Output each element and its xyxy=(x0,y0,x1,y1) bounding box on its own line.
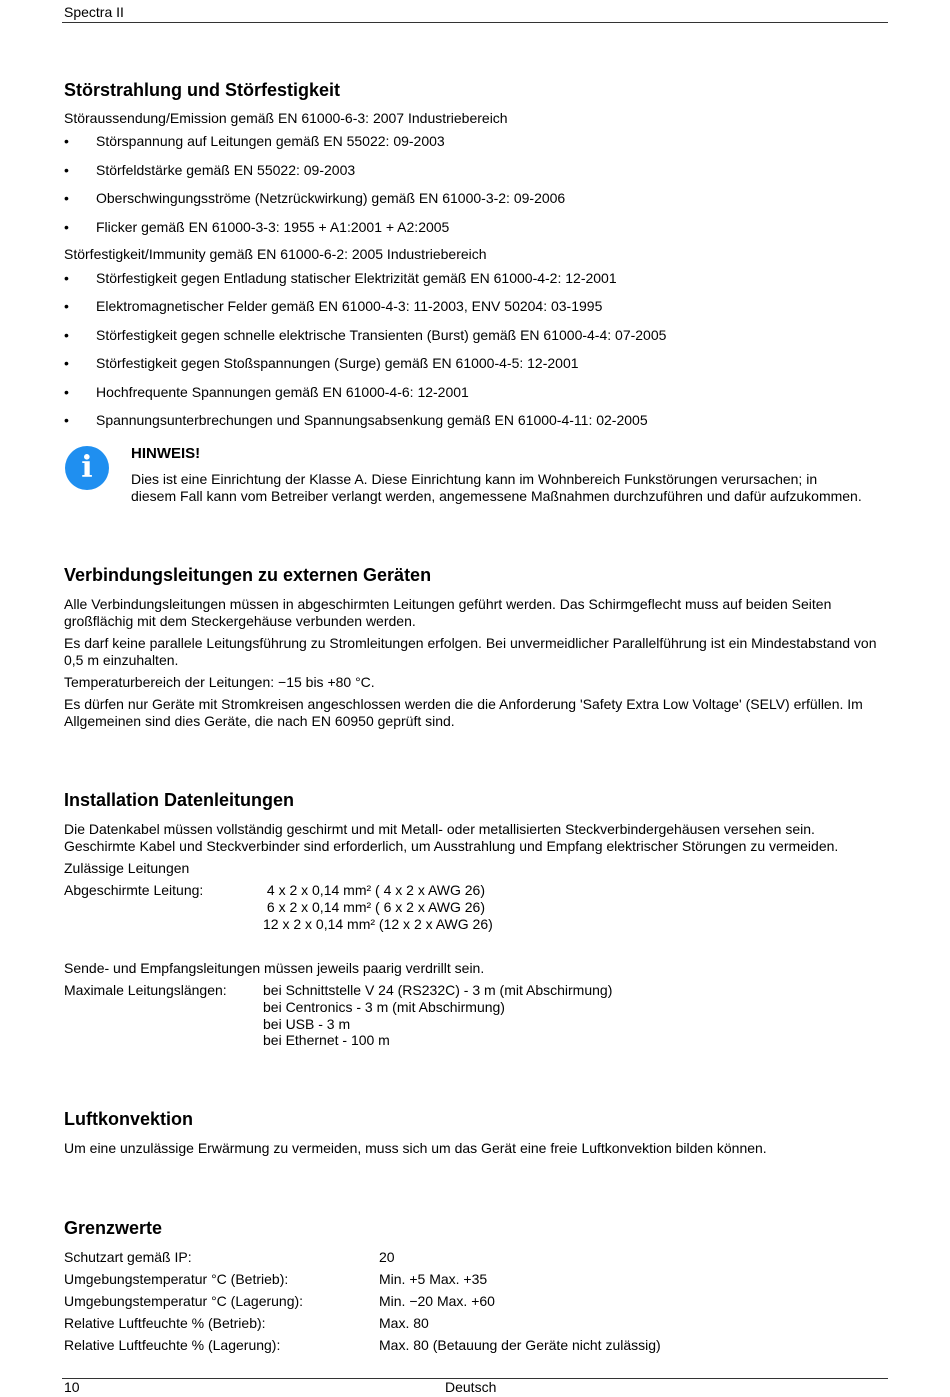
header-divider xyxy=(62,22,888,23)
bullet-icon: • xyxy=(64,298,69,314)
shielded-cable-value: 6 x 2 x 0,14 mm² ( 6 x 2 x AWG 26) xyxy=(263,899,485,915)
max-length-label: Maximale Leitungslängen: xyxy=(64,982,227,998)
footer-language: Deutsch xyxy=(445,1379,497,1395)
shielded-cable-value: 12 x 2 x 0,14 mm² (12 x 2 x AWG 26) xyxy=(263,916,493,932)
section-heading-data-cables: Installation Datenleitungen xyxy=(64,790,295,810)
max-length-value: bei Ethernet - 100 m xyxy=(263,1032,390,1048)
section-heading-limits: Grenzwerte xyxy=(64,1218,163,1238)
info-icon: i xyxy=(65,446,109,490)
bullet-icon: • xyxy=(64,270,69,286)
note-title: HINWEIS! xyxy=(131,445,201,462)
bullet-icon: • xyxy=(64,412,69,428)
limit-label: Umgebungstemperatur °C (Betrieb): xyxy=(64,1271,289,1287)
limit-value: Min. −20 Max. +60 xyxy=(379,1293,495,1309)
section-heading-connections: Verbindungsleitungen zu externen Geräten xyxy=(64,565,432,585)
paragraph: Temperaturbereich der Leitungen: −15 bis +80 °C. xyxy=(64,674,375,690)
limit-label: Umgebungstemperatur °C (Lagerung): xyxy=(64,1293,304,1309)
shielded-cable-value: 4 x 2 x 0,14 mm² ( 4 x 2 x AWG 26) xyxy=(263,882,485,898)
limit-value: Max. 80 (Betauung der Geräte nicht zulässig) xyxy=(379,1337,661,1353)
twisted-pairs-text: Sende- und Empfangsleitungen müssen jeweils paarig verdrillt sein. xyxy=(64,960,485,976)
header-title: Spectra II xyxy=(64,4,124,20)
allowed-cables-label: Zulässige Leitungen xyxy=(64,860,190,876)
paragraph: Die Datenkabel müssen vollständig geschirmt und mit Metall- oder metallisierten Steckverbindergehäusen versehen sein. Geschirmte Kabel und Steckverbinder sind erforderlich, um Ausstrahlung und Empfang elektrischer Störungen zu vermeiden. xyxy=(64,821,839,854)
paragraph: Alle Verbindungsleitungen müssen in abgeschirmten Leitungen geführt werden. Das Schirmgeflecht muss auf beiden Seiten großflächig mit dem Steckergehäuse verbunden werden. xyxy=(64,596,832,629)
bullet-icon: • xyxy=(64,162,69,178)
bullet-icon: • xyxy=(64,384,69,400)
paragraph: Es darf keine parallele Leitungsführung zu Stromleitungen erfolgen. Bei unvermeidlicher Parallelführung ist ein Mindestabstand von 0,5 m einzuhalten. xyxy=(64,635,877,668)
limit-label: Relative Luftfeuchte % (Lagerung): xyxy=(64,1337,281,1353)
bullet-icon: • xyxy=(64,190,69,206)
limit-label: Relative Luftfeuchte % (Betrieb): xyxy=(64,1315,266,1331)
bullet-icon: • xyxy=(64,327,69,343)
bullet-icon: • xyxy=(64,219,69,235)
limit-value: Min. +5 Max. +35 xyxy=(379,1271,488,1287)
page-number: 10 xyxy=(64,1379,80,1395)
max-length-value: bei Schnittstelle V 24 (RS232C) - 3 m (mit Abschirmung) xyxy=(263,982,613,998)
max-length-value: bei USB - 3 m xyxy=(263,1016,351,1032)
note-text: Dies ist eine Einrichtung der Klasse A. Diese Einrichtung kann im Wohnbereich Funkstörungen verursachen; in diesem Fall kann vom Betreiber verlangt werden, angemessene Maßnahmen durchzuführen und dafür aufzukommen. xyxy=(131,471,862,504)
section-heading-emission: Störstrahlung und Störfestigkeit xyxy=(64,80,341,100)
limit-value: 20 xyxy=(379,1249,395,1265)
limit-value: Max. 80 xyxy=(379,1315,429,1331)
shielded-cable-label: Abgeschirmte Leitung: xyxy=(64,882,204,898)
paragraph: Es dürfen nur Geräte mit Stromkreisen angeschlossen werden die die Anforderung 'Safety Extra Low Voltage' (SELV) erfüllen. Im Allgemeinen sind dies Geräte, die nach EN 60950 geprüft sind. xyxy=(64,696,863,729)
limit-label: Schutzart gemäß IP: xyxy=(64,1249,192,1265)
bullet-icon: • xyxy=(64,133,69,149)
emission-intro: Störaussendung/Emission gemäß EN 61000-6-3: 2007 Industriebereich xyxy=(64,110,508,126)
paragraph: Um eine unzulässige Erwärmung zu vermeiden, muss sich um das Gerät eine freie Luftkonvektion bilden können. xyxy=(64,1140,767,1156)
max-length-value: bei Centronics - 3 m (mit Abschirmung) xyxy=(263,999,505,1015)
section-heading-convection: Luftkonvektion xyxy=(64,1109,193,1129)
immunity-intro: Störfestigkeit/Immunity gemäß EN 61000-6-2: 2005 Industriebereich xyxy=(64,246,487,262)
bullet-icon: • xyxy=(64,355,69,371)
